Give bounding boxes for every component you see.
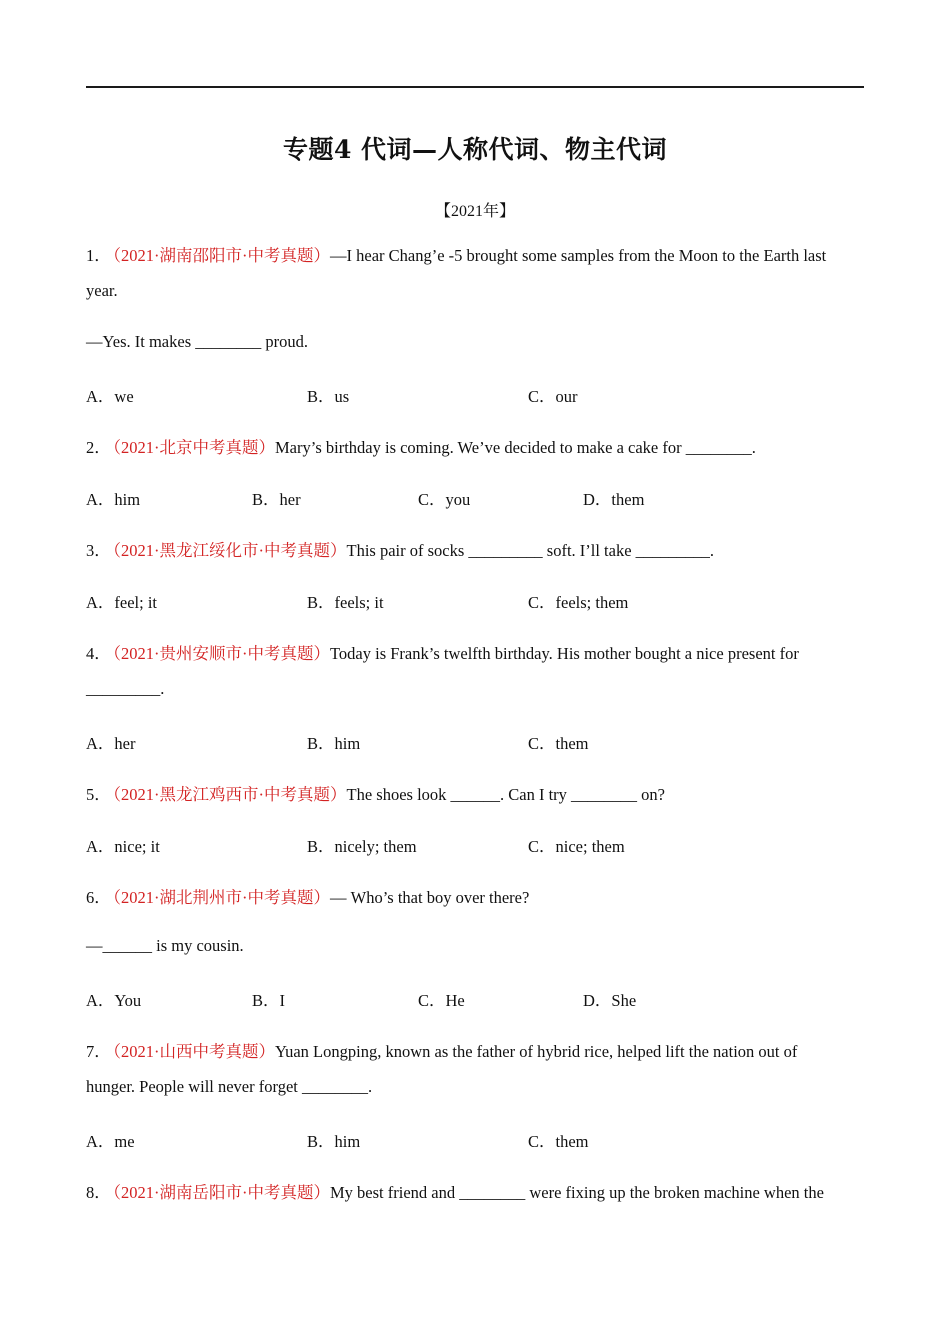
question-number: 8． <box>86 1183 111 1202</box>
question-source: （2021·北京中考真题） <box>112 438 275 457</box>
question-text: This pair of socks _________ soft. I’ll take _________. <box>346 541 715 560</box>
question-source: （2021·湖北荆州市·中考真题） <box>112 888 330 907</box>
question-number: 1． <box>86 246 111 265</box>
question-2-option-a[interactable]: A．him <box>86 490 141 509</box>
question-number: 3． <box>86 541 111 560</box>
question-1-stem <box>86 242 826 266</box>
question-number: 6． <box>86 888 111 907</box>
question-7-option-a[interactable]: A．me <box>86 1132 135 1151</box>
question-6-option-c[interactable]: C．He <box>418 991 465 1010</box>
question-1-continuation: year. <box>86 281 118 300</box>
question-2-option-b[interactable]: B．her <box>252 490 301 509</box>
header-rule <box>86 86 864 88</box>
question-2-stem <box>86 434 756 458</box>
question-text: Today is Frank’s twelfth birthday. His mother bought a nice present for <box>330 644 799 663</box>
question-4-option-a[interactable]: A．her <box>86 734 136 753</box>
year-heading: 【2021年】 <box>434 203 515 220</box>
question-5-option-a[interactable]: A．nice; it <box>86 837 160 856</box>
question-number: 4． <box>86 644 111 663</box>
question-source: （2021·黑龙江绥化市·中考真题） <box>112 541 347 560</box>
question-source: （2021·贵州安顺市·中考真题） <box>112 644 330 663</box>
question-4-option-b[interactable]: B．him <box>307 734 361 753</box>
question-2-option-c[interactable]: C．you <box>418 490 471 509</box>
question-number: 5． <box>86 785 111 804</box>
question-6-option-b[interactable]: B．I <box>252 991 285 1010</box>
question-3-option-b[interactable]: B．feels; it <box>307 593 384 612</box>
question-text: My best friend and ________ were fixing up the broken machine when the <box>330 1183 824 1202</box>
question-text: Mary’s birthday is coming. We’ve decided to make a cake for ________. <box>275 438 756 457</box>
question-text: — Who’s that boy over there? <box>330 888 530 907</box>
question-source: （2021·湖南邵阳市·中考真题） <box>112 246 330 265</box>
question-1-option-c[interactable]: C．our <box>528 387 578 406</box>
question-1-response: —Yes. It makes ________ proud. <box>86 332 308 351</box>
question-4-stem <box>86 640 799 664</box>
question-3-stem <box>86 537 714 561</box>
question-5-option-b[interactable]: B．nicely; them <box>307 837 417 856</box>
question-6-option-d[interactable]: D．She <box>583 991 637 1010</box>
question-number: 2． <box>86 438 111 457</box>
question-6-option-a[interactable]: A．You <box>86 991 142 1010</box>
question-8-stem <box>86 1179 824 1203</box>
question-text: Yuan Longping, known as the father of hybrid rice, helped lift the nation out of <box>275 1042 798 1061</box>
question-text: —I hear Chang’e -5 brought some samples from the Moon to the Earth last <box>330 246 827 265</box>
question-4-continuation: _________. <box>86 679 165 698</box>
question-source: （2021·黑龙江鸡西市·中考真题） <box>112 785 347 804</box>
question-4-option-c[interactable]: C．them <box>528 734 589 753</box>
question-7-option-b[interactable]: B．him <box>307 1132 361 1151</box>
question-1-option-b[interactable]: B．us <box>307 387 350 406</box>
question-text: The shoes look ______. Can I try ________ on? <box>346 785 666 804</box>
question-3-option-a[interactable]: A．feel; it <box>86 593 158 612</box>
question-6-response: —______ is my cousin. <box>86 936 244 955</box>
question-7-continuation: hunger. People will never forget ________. <box>86 1077 373 1096</box>
question-5-option-c[interactable]: C．nice; them <box>528 837 625 856</box>
question-number: 7． <box>86 1042 111 1061</box>
question-7-option-c[interactable]: C．them <box>528 1132 589 1151</box>
question-6-stem <box>86 884 529 908</box>
page-title: 专题4 代词—人称代词、物主代词 <box>282 135 668 164</box>
question-5-stem <box>86 781 665 805</box>
question-3-option-c[interactable]: C．feels; them <box>528 593 629 612</box>
question-1-option-a[interactable]: A．we <box>86 387 134 406</box>
question-source: （2021·湖南岳阳市·中考真题） <box>112 1183 330 1202</box>
question-7-stem <box>86 1038 797 1062</box>
question-2-option-d[interactable]: D．them <box>583 490 645 509</box>
question-source: （2021·山西中考真题） <box>112 1042 275 1061</box>
